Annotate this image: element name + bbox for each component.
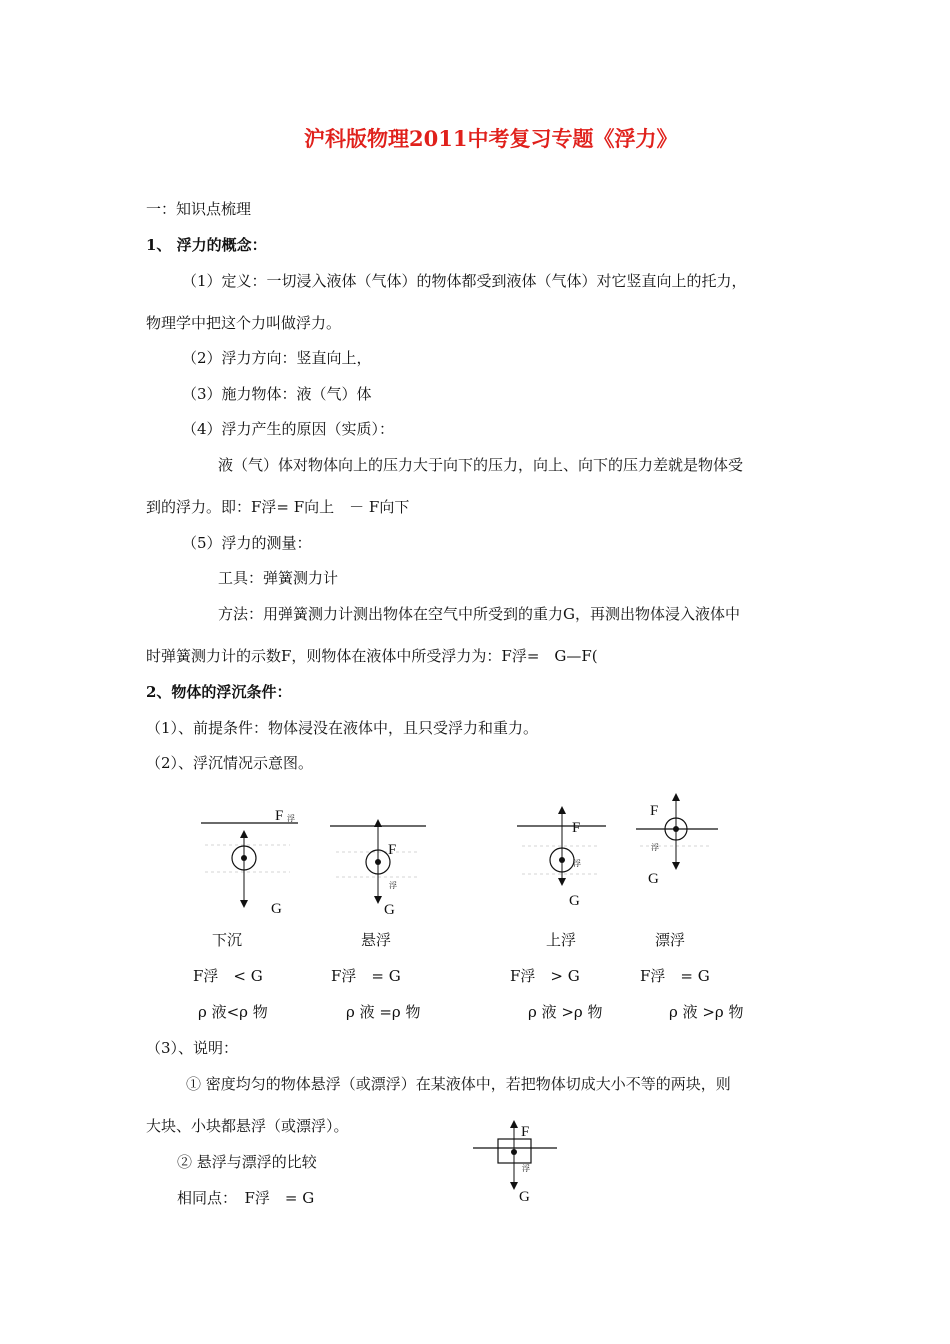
note-1-line-2: 大块、小块都悬浮（或漂浮）。 <box>146 1117 349 1135</box>
g-label: G <box>271 901 282 917</box>
state-density: ρ 液 >ρ 物 <box>669 1003 744 1021</box>
definition-line-2: 物理学中把这个力叫做浮力。 <box>146 314 342 332</box>
cause-heading: （4）浮力产生的原因（实质）： <box>182 420 395 438</box>
state-force: F浮 = G <box>640 967 710 985</box>
section-knowledge-heading: 一：知识点梳理 <box>146 200 252 218</box>
state-density: ρ 液<ρ 物 <box>198 1003 268 1021</box>
direction-line: （2）浮力方向：竖直向上， <box>182 349 372 367</box>
f-subscript: 浮 <box>573 859 581 868</box>
state-force: F浮 = G <box>331 967 401 985</box>
g-label: G <box>648 871 659 887</box>
diagram-heading: （2）、浮沉情况示意图。 <box>146 754 314 772</box>
cause-line-2: 到的浮力。即：F浮= F向上 － F向下 <box>146 498 410 516</box>
diagram-rising <box>517 810 606 909</box>
measure-tool: 工具：弹簧测力计 <box>218 569 339 587</box>
f-label: F <box>572 820 581 836</box>
section-1-heading: 1、 浮力的概念： <box>146 236 267 254</box>
state-name: 下沉 <box>212 931 243 949</box>
f-subscript: 浮 <box>287 814 295 823</box>
f-label: F <box>650 803 659 819</box>
section-2-heading: 2、物体的浮沉条件： <box>146 683 292 701</box>
cause-line-1: 液（气）体对物体向上的压力大于向下的压力，向上、向下的压力差就是物体受 <box>218 456 744 474</box>
measure-heading: （5）浮力的测量： <box>182 534 312 552</box>
diagram-block-floating <box>473 1124 557 1205</box>
diagram-floating <box>636 797 718 887</box>
definition-line-1: （1）定义：一切浸入液体（气体）的物体都受到液体（气体）对它竖直向上的托力， <box>182 272 747 290</box>
note-1-line-1: ① 密度均匀的物体悬浮（或漂浮）在某液体中，若把物体切成大小不等的两块，则 <box>186 1075 731 1093</box>
f-subscript: 浮 <box>389 881 397 890</box>
source-line: （3）施力物体：液（气）体 <box>182 385 372 403</box>
state-density: ρ 液 =ρ 物 <box>346 1003 421 1021</box>
state-density: ρ 液 >ρ 物 <box>528 1003 603 1021</box>
f-subscript: 浮 <box>522 1164 530 1173</box>
measure-method-2: 时弹簧测力计的示数F，则物体在液体中所受浮力为：F浮= G—F( <box>146 647 598 665</box>
page-title: 沪科版物理2011中考复习专题《浮力》 <box>304 126 678 151</box>
state-name: 漂浮 <box>655 931 686 949</box>
f-subscript: 浮 <box>651 843 659 852</box>
note-2-heading: ② 悬浮与漂浮的比较 <box>177 1153 317 1171</box>
diagram-sinking <box>201 808 298 917</box>
g-label: G <box>569 893 580 909</box>
diagram-suspended <box>330 823 426 918</box>
measure-method-1: 方法：用弹簧测力计测出物体在空气中所受到的重力G，再测出物体浸入液体中 <box>218 605 740 623</box>
f-label: F <box>275 808 284 824</box>
f-label: F <box>388 842 397 858</box>
notes-heading: （3）、说明： <box>146 1039 239 1057</box>
precondition-line: （1）、前提条件：物体浸没在液体中，且只受浮力和重力。 <box>146 719 539 737</box>
state-force: F浮 > G <box>510 967 580 985</box>
state-name: 上浮 <box>546 931 577 949</box>
state-force: F浮 < G <box>193 967 263 985</box>
note-2-same: 相同点： F浮 = G <box>177 1189 315 1207</box>
f-label: F <box>521 1124 530 1140</box>
state-name: 悬浮 <box>361 931 392 949</box>
g-label: G <box>519 1189 530 1205</box>
g-label: G <box>384 902 395 918</box>
